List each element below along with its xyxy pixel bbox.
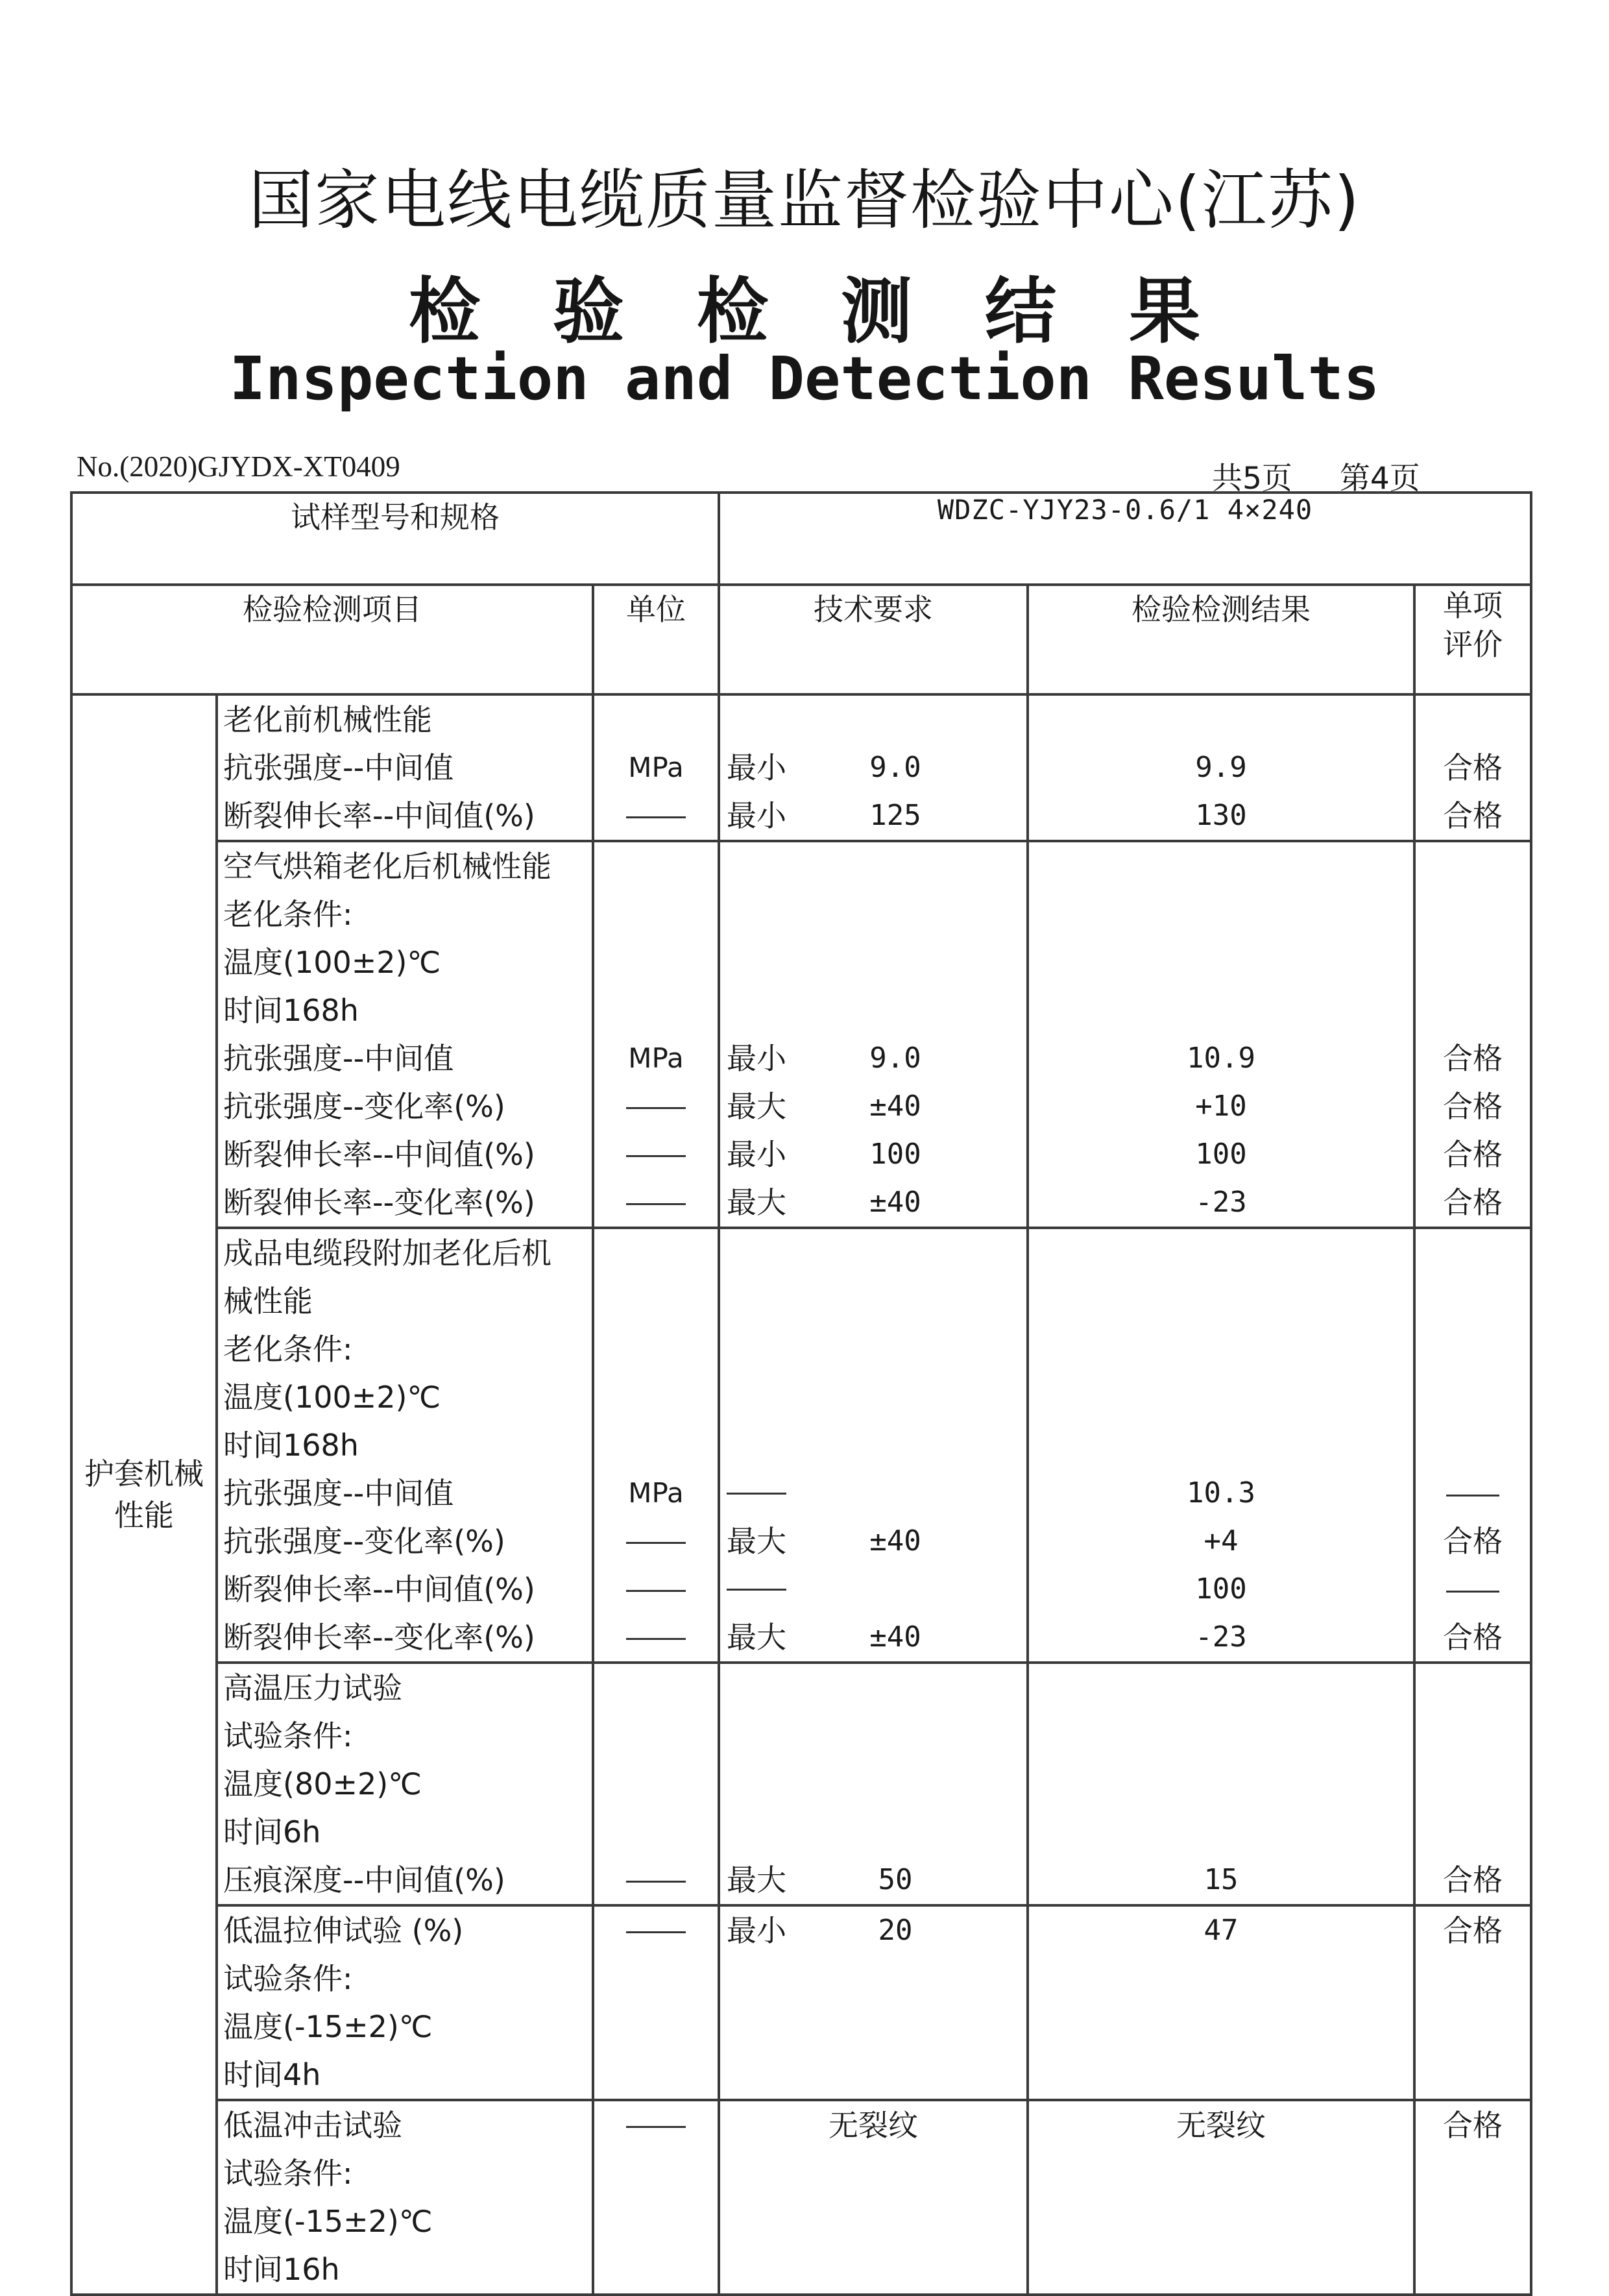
requirement-line — [720, 1082, 1026, 1130]
unit-line — [594, 1808, 718, 1856]
column-header-requirement: 技术要求 — [719, 585, 1028, 694]
column-header-result: 检验检测结果 — [1028, 585, 1414, 694]
unit-dash — [626, 1590, 686, 1592]
requirement-line — [720, 986, 1026, 1034]
requirement-value: 9.0 — [869, 751, 921, 784]
requirement-line — [720, 1130, 1026, 1179]
unit-line — [594, 890, 718, 938]
requirement-label: 最小 — [727, 750, 787, 785]
evaluation-line — [1416, 842, 1530, 890]
requirement-label: 最大 — [727, 1620, 787, 1655]
unit-dash — [626, 1931, 686, 1933]
requirement-line — [720, 890, 1026, 938]
evaluation-line — [1416, 1955, 1530, 2003]
requirement-line — [720, 1712, 1026, 1760]
requirement-label: 最大 — [727, 1524, 787, 1559]
column-header-evaluation-line2: 评价 — [1443, 627, 1503, 662]
unit-line — [594, 1712, 718, 1760]
result-line: -23 — [1195, 1186, 1247, 1219]
unit-line — [594, 696, 718, 744]
requirement-line — [720, 1229, 1026, 1277]
requirement-value: ±40 — [869, 1620, 921, 1654]
result-line — [1029, 1760, 1413, 1808]
result-line: 100 — [1195, 1572, 1247, 1606]
result-line: 15 — [1204, 1863, 1239, 1896]
requirement-label: 最小 — [727, 1913, 787, 1948]
unit-line — [594, 2101, 718, 2149]
unit-line — [594, 1082, 718, 1130]
evaluation-dash — [1446, 1591, 1499, 1593]
requirement-label: 最小 — [727, 1137, 787, 1172]
category-label-line2: 性能 — [114, 1498, 174, 1533]
requirement-line — [720, 842, 1026, 890]
requirement-line — [720, 1034, 1026, 1082]
item-line: 高温压力试验 — [223, 1670, 402, 1705]
requirement-line — [720, 1517, 1026, 1565]
item-line: 温度(100±2)℃ — [223, 1380, 441, 1415]
requirement-line — [720, 1613, 1026, 1661]
result-line — [1029, 1421, 1413, 1469]
evaluation-line: 合格 — [1443, 1137, 1503, 1172]
requirement-line — [720, 2197, 1026, 2245]
item-line: 试验条件: — [223, 1961, 353, 1996]
results-title: 检验检测结果 — [409, 270, 1273, 353]
test-group-row — [71, 1663, 1531, 1905]
requirement-label: 最小 — [727, 1041, 787, 1076]
requirement-value: ±40 — [869, 1524, 921, 1557]
requirement-line — [720, 1907, 1026, 1955]
item-line: 时间16h — [223, 2252, 340, 2287]
item-line: 温度(80±2)℃ — [223, 1766, 422, 1801]
requirement-line — [720, 1808, 1026, 1856]
total-pages: 共5页 — [1212, 461, 1292, 496]
item-cell — [217, 1228, 593, 1663]
result-line — [1029, 1373, 1413, 1421]
unit-cell — [593, 841, 719, 1228]
evaluation-line — [1416, 1373, 1530, 1421]
unit-line — [594, 2245, 718, 2293]
result-line — [1029, 1808, 1413, 1856]
evaluation-cell — [1414, 841, 1531, 1228]
column-header-evaluation-line1: 单项 — [1443, 588, 1503, 623]
item-line: 抗张强度--变化率(%) — [223, 1089, 505, 1124]
result-cell — [1028, 841, 1414, 1228]
item-line: 抗张强度--中间值 — [223, 1476, 454, 1511]
result-line — [1029, 1955, 1413, 2003]
results-title-english: Inspection and Detection Results — [229, 344, 1380, 413]
result-cell — [1028, 1228, 1414, 1663]
unit-line — [594, 1130, 718, 1179]
result-line: 47 — [1204, 1914, 1239, 1947]
result-line — [1029, 2197, 1413, 2245]
evaluation-line: 合格 — [1443, 1524, 1503, 1559]
requirement-value: 50 — [878, 1863, 913, 1896]
evaluation-line — [1416, 2003, 1530, 2051]
unit-dash — [626, 1203, 686, 1205]
result-line — [1029, 2245, 1413, 2293]
requirement-line — [720, 1664, 1026, 1712]
requirement-label: 最大 — [727, 1185, 787, 1220]
item-line: 低温冲击试验 — [223, 2108, 402, 2143]
unit-line — [594, 2197, 718, 2245]
item-line: 械性能 — [223, 1284, 313, 1319]
result-line — [1029, 938, 1413, 986]
evaluation-line — [1416, 2051, 1530, 2099]
requirement-line — [720, 1421, 1026, 1469]
result-line: -23 — [1195, 1620, 1247, 1654]
item-line: 空气烘箱老化后机械性能 — [223, 849, 551, 884]
evaluation-line — [1416, 890, 1530, 938]
item-line: 时间168h — [223, 1428, 359, 1463]
result-line — [1029, 1712, 1413, 1760]
requirement-cell — [719, 694, 1028, 841]
evaluation-line — [1416, 1469, 1530, 1517]
result-line — [1029, 696, 1413, 744]
column-header-unit: 单位 — [593, 585, 719, 694]
requirement-line — [720, 938, 1026, 986]
requirement-line — [720, 792, 1026, 840]
item-cell — [217, 1663, 593, 1905]
requirement-value: 9.0 — [869, 1042, 921, 1075]
item-line: 老化条件: — [223, 897, 353, 932]
category-label-line1: 护套机械 — [84, 1456, 204, 1491]
requirement-cell — [719, 1905, 1028, 2100]
result-line — [1029, 1277, 1413, 1325]
result-line — [1029, 2003, 1413, 2051]
requirement-line — [720, 2003, 1026, 2051]
column-header-item: 检验检测项目 — [71, 585, 593, 694]
result-line: +4 — [1204, 1524, 1239, 1557]
item-line: 断裂伸长率--中间值(%) — [223, 1137, 535, 1172]
item-line: 压痕深度--中间值(%) — [223, 1862, 505, 1898]
unit-line — [594, 1664, 718, 1712]
unit-dash — [626, 816, 686, 818]
result-line: 130 — [1195, 799, 1247, 832]
requirement-line — [720, 2149, 1026, 2197]
evaluation-line: 合格 — [1443, 798, 1503, 833]
evaluation-line — [1416, 1325, 1530, 1373]
results-table — [70, 491, 1532, 2296]
requirement-line — [720, 1469, 1026, 1517]
result-line — [1029, 1229, 1413, 1277]
item-cell — [217, 2100, 593, 2295]
unit-dash — [626, 1881, 686, 1883]
test-group-row — [71, 2100, 1531, 2295]
requirement-line — [720, 1760, 1026, 1808]
unit-dash — [626, 1155, 686, 1157]
unit-cell — [593, 1228, 719, 1663]
unit-line — [594, 1179, 718, 1227]
report-number: No.(2020)GJYDX-XT0409 — [77, 450, 400, 483]
evaluation-cell — [1414, 1663, 1531, 1905]
result-line: 10.9 — [1187, 1042, 1256, 1075]
unit-line — [594, 1517, 718, 1565]
requirement-line — [720, 1277, 1026, 1325]
evaluation-line: 合格 — [1443, 2108, 1503, 2143]
result-cell — [1028, 1663, 1414, 1905]
unit-dash — [626, 1542, 686, 1544]
requirement-line — [720, 744, 1026, 792]
requirement-line — [720, 1179, 1026, 1227]
result-cell — [1028, 2100, 1414, 2295]
requirement-value: 125 — [869, 799, 921, 832]
unit-line — [594, 986, 718, 1034]
test-group-row — [71, 1228, 1531, 1663]
result-line — [1029, 2149, 1413, 2197]
item-cell — [217, 694, 593, 841]
unit-line — [594, 1955, 718, 2003]
item-line: 温度(-15±2)℃ — [223, 2204, 433, 2239]
unit-line — [594, 2003, 718, 2051]
evaluation-line — [1416, 1760, 1530, 1808]
evaluation-line — [1416, 1277, 1530, 1325]
unit-line — [594, 1565, 718, 1613]
requirement-line — [720, 2245, 1026, 2293]
requirement-cell — [719, 1228, 1028, 1663]
evaluation-line: 合格 — [1443, 1041, 1503, 1076]
item-line: 老化条件: — [223, 1332, 353, 1367]
requirement-value: ±40 — [869, 1186, 921, 1219]
item-cell — [217, 1905, 593, 2100]
unit-cell — [593, 1905, 719, 2100]
unit-cell — [593, 2100, 719, 2295]
evaluation-line — [1416, 2149, 1530, 2197]
requirement-value: ±40 — [869, 1090, 921, 1123]
requirement-dash — [727, 1589, 786, 1613]
requirement-line: 无裂纹 — [829, 2108, 919, 2143]
unit-dash — [626, 1638, 686, 1640]
requirement-label: 最大 — [727, 1089, 787, 1124]
result-cell — [1028, 694, 1414, 841]
evaluation-line: 合格 — [1443, 750, 1503, 785]
result-line — [1029, 986, 1413, 1034]
requirement-cell — [719, 2100, 1028, 2295]
unit-line — [594, 1760, 718, 1808]
item-line: 断裂伸长率--变化率(%) — [223, 1185, 535, 1220]
evaluation-line — [1416, 2197, 1530, 2245]
evaluation-line — [1416, 1664, 1530, 1712]
test-group-row — [71, 694, 1531, 841]
item-line: 断裂伸长率--变化率(%) — [223, 1620, 535, 1655]
result-line — [1029, 1664, 1413, 1712]
requirement-value: 20 — [878, 1914, 913, 1947]
test-group-row — [71, 1905, 1531, 2100]
evaluation-line — [1416, 1712, 1530, 1760]
evaluation-line: 合格 — [1443, 1620, 1503, 1655]
item-line: 温度(-15±2)℃ — [223, 2009, 433, 2044]
unit-dash — [626, 1107, 686, 1109]
spec-row — [71, 493, 1531, 585]
category-cell — [71, 694, 217, 2295]
evaluation-line — [1416, 1229, 1530, 1277]
unit-line — [594, 938, 718, 986]
current-page: 第4页 — [1339, 461, 1420, 496]
requirement-line — [720, 696, 1026, 744]
unit-line: MPa — [628, 1042, 684, 1074]
unit-line — [594, 1277, 718, 1325]
unit-cell — [593, 1663, 719, 1905]
item-line: 断裂伸长率--中间值(%) — [223, 1572, 535, 1607]
unit-line — [594, 1613, 718, 1661]
unit-cell — [593, 694, 719, 841]
result-line — [1029, 1325, 1413, 1373]
spec-value: WDZC-YJY23-0.6/1 4×240 — [719, 493, 1531, 585]
unit-line — [594, 1373, 718, 1421]
unit-line — [594, 2051, 718, 2099]
item-line: 低温拉伸试验 (%) — [223, 1913, 464, 1948]
unit-line: MPa — [628, 751, 684, 783]
evaluation-line: 合格 — [1443, 1185, 1503, 1220]
item-line: 抗张强度--中间值 — [223, 750, 454, 785]
item-line: 抗张强度--中间值 — [223, 1041, 454, 1076]
requirement-label: 最小 — [727, 798, 787, 833]
result-line: 9.9 — [1195, 751, 1247, 784]
item-line: 时间4h — [223, 2057, 321, 2092]
evaluation-cell — [1414, 2100, 1531, 2295]
result-line — [1029, 890, 1413, 938]
requirement-line — [720, 1856, 1026, 1904]
result-line: 10.3 — [1187, 1476, 1256, 1509]
requirement-line — [720, 1325, 1026, 1373]
unit-line — [594, 1229, 718, 1277]
item-line: 试验条件: — [223, 1718, 353, 1753]
result-line — [1029, 842, 1413, 890]
unit-line — [594, 1325, 718, 1373]
evaluation-cell — [1414, 1228, 1531, 1663]
column-header-evaluation — [1414, 585, 1531, 694]
center-title: 国家电线电缆质量监督检验中心(江苏) — [248, 162, 1361, 238]
result-line: +10 — [1195, 1090, 1247, 1123]
test-group-row — [71, 841, 1531, 1228]
result-line — [1029, 2051, 1413, 2099]
evaluation-dash — [1446, 1495, 1499, 1496]
unit-line — [594, 1421, 718, 1469]
evaluation-line — [1416, 696, 1530, 744]
item-line: 温度(100±2)℃ — [223, 945, 441, 980]
result-cell — [1028, 1905, 1414, 2100]
unit-line — [594, 1907, 718, 1955]
item-line: 时间6h — [223, 1814, 321, 1850]
item-line: 抗张强度--变化率(%) — [223, 1524, 505, 1559]
item-line: 老化前机械性能 — [223, 702, 432, 737]
item-line: 断裂伸长率--中间值(%) — [223, 798, 535, 833]
requirement-cell — [719, 841, 1028, 1228]
evaluation-cell — [1414, 694, 1531, 841]
unit-line: MPa — [628, 1477, 684, 1509]
item-line: 成品电缆段附加老化后机 — [223, 1236, 551, 1271]
item-line: 时间168h — [223, 993, 359, 1028]
evaluation-cell — [1414, 1905, 1531, 2100]
evaluation-line: 合格 — [1443, 1862, 1503, 1898]
item-cell — [217, 841, 593, 1228]
evaluation-line — [1416, 2245, 1530, 2293]
unit-line — [594, 842, 718, 890]
evaluation-line — [1416, 1565, 1530, 1613]
unit-line — [594, 2149, 718, 2197]
requirement-value: 100 — [869, 1138, 921, 1171]
requirement-line — [720, 1373, 1026, 1421]
requirement-line — [720, 1955, 1026, 2003]
requirement-label: 最大 — [727, 1862, 787, 1898]
result-line: 100 — [1195, 1138, 1247, 1171]
result-line: 无裂纹 — [1176, 2108, 1266, 2143]
requirement-line — [720, 1565, 1026, 1613]
evaluation-line — [1416, 938, 1530, 986]
spec-label: 试样型号和规格 — [71, 493, 719, 585]
requirement-dash — [727, 1493, 786, 1517]
evaluation-line — [1416, 986, 1530, 1034]
evaluation-line: 合格 — [1443, 1913, 1503, 1948]
evaluation-line: 合格 — [1443, 1089, 1503, 1124]
unit-dash — [626, 2126, 686, 2128]
unit-line — [594, 1856, 718, 1904]
unit-line — [594, 792, 718, 840]
requirement-cell — [719, 1663, 1028, 1905]
evaluation-line — [1416, 1808, 1530, 1856]
evaluation-line — [1416, 1421, 1530, 1469]
requirement-line — [720, 2051, 1026, 2099]
column-header-row — [71, 585, 1531, 694]
item-line: 试验条件: — [223, 2156, 353, 2191]
